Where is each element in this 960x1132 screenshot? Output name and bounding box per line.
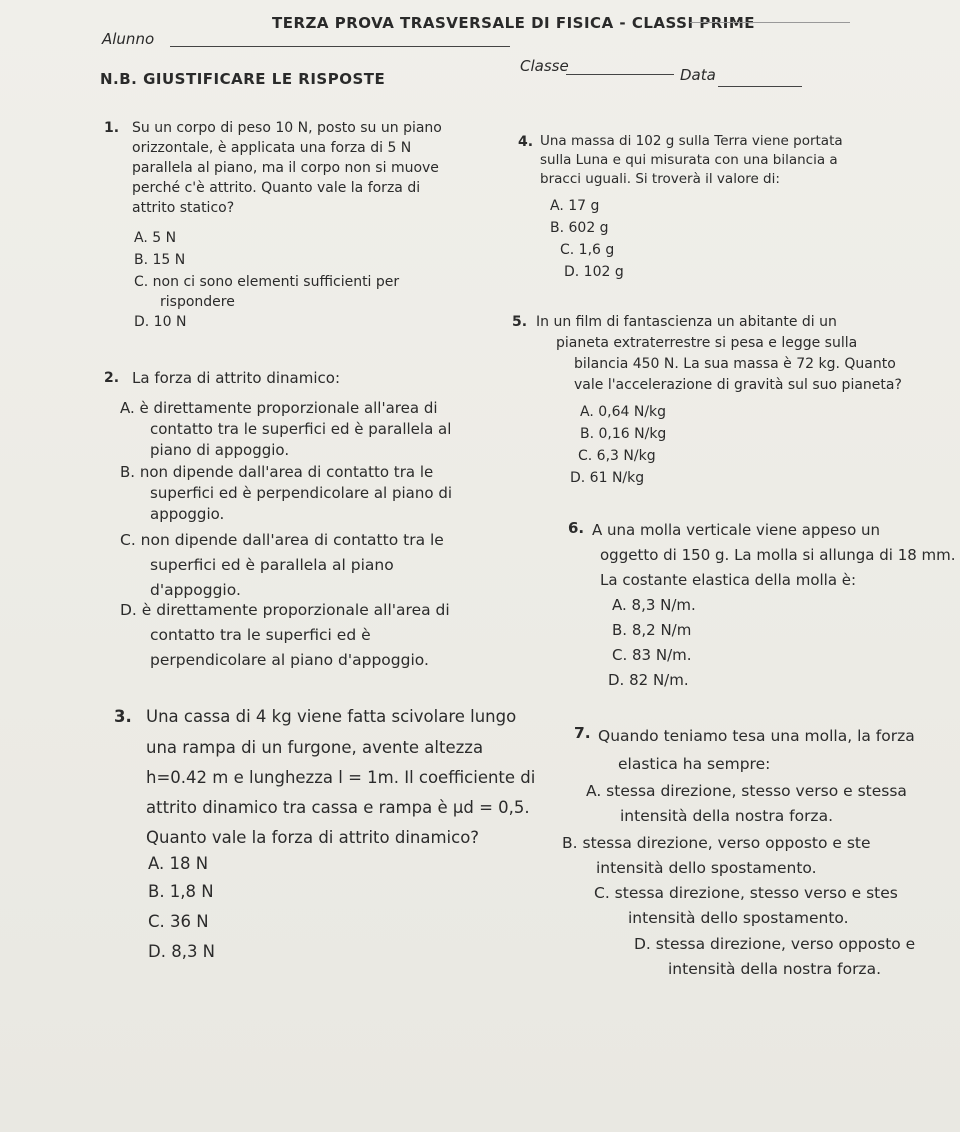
text-line: bracci uguali. Si troverà il valore di: (540, 171, 780, 187)
text-line: A una molla verticale viene appeso un (592, 521, 881, 539)
question-number: 3. (114, 707, 132, 726)
text-line: Una massa di 102 g sulla Terra viene portata (540, 133, 843, 149)
text-line: elastica ha sempre: (618, 755, 771, 773)
question-6 (568, 518, 584, 538)
text-line: parallela al piano, ma il corpo non si muove (132, 160, 439, 176)
question-7 (574, 723, 591, 743)
q1-option-c-cont: rispondere (160, 294, 235, 310)
question-number: 1. (104, 120, 120, 136)
alunno-label: Alunno (102, 30, 155, 48)
text-line: intensità della nostra forza. (620, 807, 833, 825)
classe-field[interactable] (566, 74, 674, 75)
question-3 (114, 704, 132, 730)
text-line: C. stessa direzione, stesso verso e stes (594, 884, 898, 902)
question-number: 4. (518, 134, 534, 150)
text-line: Su un corpo di peso 10 N, posto su un piano (132, 120, 442, 136)
text-line: In un film di fantascienza un abitante di un (536, 314, 837, 330)
question-number: 6. (568, 519, 585, 537)
exam-title: TERZA PROVA TRASVERSALE DI FISICA - CLASSI PRIME (272, 14, 756, 32)
data-field[interactable] (718, 86, 802, 87)
question-4-text (540, 132, 843, 189)
question-6-text-a (592, 518, 880, 542)
q6-option-d[interactable]: D. 82 N/m. (608, 671, 689, 689)
text-line: contatto tra le superfici ed è (150, 626, 371, 644)
q3-option-c[interactable]: C. 36 N (148, 912, 209, 931)
q1-option-d[interactable]: D. 10 N (134, 314, 187, 330)
text-line: B. non dipende dall'area di contatto tra le (120, 463, 434, 481)
q6-option-c[interactable]: C. 83 N/m. (612, 646, 692, 664)
text-line: C. non dipende dall'area di contatto tra le (120, 531, 444, 549)
text-line: attrito dinamico tra cassa e rampa è µd = 0,5. (146, 798, 530, 817)
question-4 (518, 132, 533, 152)
alunno-field[interactable] (170, 46, 510, 47)
text-line: contatto tra le superfici ed è parallela al (150, 420, 452, 438)
question-5-text-a (536, 312, 837, 333)
q2-option-b[interactable] (120, 462, 530, 525)
text-line: bilancia 450 N. La sua massa è 72 kg. Quanto (574, 356, 896, 372)
text-line: superfici ed è parallela al piano (150, 556, 394, 574)
q1-option-a[interactable]: A. 5 N (134, 230, 177, 246)
question-7-text-b (618, 751, 770, 777)
q6-option-a[interactable]: A. 8,3 N/m. (612, 596, 696, 614)
q7-option-d[interactable] (634, 932, 915, 982)
q1-option-c[interactable]: C. non ci sono elementi sufficienti per (134, 274, 400, 290)
q2-option-d[interactable] (120, 598, 540, 673)
classe-label: Classe (520, 57, 569, 75)
q3-option-a[interactable]: A. 18 N (148, 854, 209, 873)
text-line: B. stessa direzione, verso opposto e ste (562, 834, 871, 852)
data-label: Data (680, 66, 716, 84)
text-line: D. è direttamente proporzionale all'area di (120, 601, 450, 619)
q5-option-c[interactable]: C. 6,3 N/kg (578, 448, 656, 464)
text-line: perché c'è attrito. Quanto vale la forza di (132, 180, 421, 196)
text-line: D. stessa direzione, verso opposto e (634, 935, 916, 953)
q5-option-b[interactable]: B. 0,16 N/kg (580, 426, 667, 442)
question-5-text-b (556, 333, 857, 354)
question-6-text-b (600, 543, 956, 593)
text-line: intensità dello spostamento. (596, 859, 817, 877)
q7-option-c[interactable] (594, 881, 898, 931)
question-1-text (132, 118, 442, 218)
text-line: oggetto di 150 g. La molla si allunga di 18 mm. (600, 546, 956, 564)
text-line: Quanto vale la forza di attrito dinamico? (146, 828, 480, 847)
text-line: una rampa di un furgone, avente altezza (146, 738, 484, 757)
text-line: La costante elastica della molla è: (600, 571, 857, 589)
text-line: h=0.42 m e lunghezza l = 1m. Il coefficiente di (146, 768, 536, 787)
q5-option-d[interactable]: D. 61 N/kg (570, 470, 645, 486)
question-number: 5. (512, 314, 528, 330)
text-line: appoggio. (150, 505, 225, 523)
text-line: superfici ed è perpendicolare al piano di (150, 484, 453, 502)
text-line: perpendicolare al piano d'appoggio. (150, 651, 429, 669)
title-rule (690, 22, 850, 23)
q4-option-a[interactable]: A. 17 g (550, 198, 600, 214)
q4-option-d[interactable]: D. 102 g (564, 264, 624, 280)
text-line: orizzontale, è applicata una forza di 5 N (132, 140, 412, 156)
question-3-text-start (146, 704, 516, 730)
q4-option-c[interactable]: C. 1,6 g (560, 242, 615, 258)
text-line: pianeta extraterrestre si pesa e legge sulla (556, 335, 858, 351)
question-number: 7. (574, 724, 591, 742)
question-3-text (146, 733, 535, 853)
text-line: attrito statico? (132, 200, 235, 216)
nb-note: N.B. GIUSTIFICARE LE RISPOSTE (100, 70, 386, 88)
text-line: A. stessa direzione, stesso verso e stessa (586, 782, 907, 800)
q1-option-b[interactable]: B. 15 N (134, 252, 186, 268)
q7-option-a[interactable] (586, 779, 907, 829)
q3-option-d[interactable]: D. 8,3 N (148, 942, 216, 961)
q2-option-c[interactable] (120, 528, 530, 603)
q2-option-a[interactable] (120, 398, 530, 461)
text-line: vale l'accelerazione di gravità sul suo pianeta? (574, 377, 902, 393)
question-number: 2. (104, 370, 120, 386)
text-line: d'appoggio. (150, 581, 241, 599)
q4-option-b[interactable]: B. 602 g (550, 220, 609, 236)
text-line: piano di appoggio. (150, 441, 290, 459)
text-line: Quando teniamo tesa una molla, la forza (598, 727, 915, 745)
text-line: intensità della nostra forza. (668, 960, 881, 978)
q7-option-b[interactable] (562, 831, 871, 881)
text-line: Una cassa di 4 kg viene fatta scivolare lungo (146, 707, 517, 726)
question-2-text: La forza di attrito dinamico: (132, 369, 340, 387)
question-5 (512, 312, 527, 332)
text-line: sulla Luna e qui misurata con una bilancia a (540, 152, 838, 168)
q6-option-b[interactable]: B. 8,2 N/m (612, 621, 692, 639)
question-2 (104, 368, 119, 388)
question-1 (104, 118, 119, 138)
question-7-text-a (598, 723, 915, 749)
q3-option-b[interactable]: B. 1,8 N (148, 882, 214, 901)
text-line: A. è direttamente proporzionale all'area di (120, 399, 438, 417)
question-5-text-c (574, 354, 902, 396)
text-line: intensità dello spostamento. (628, 909, 849, 927)
q5-option-a[interactable]: A. 0,64 N/kg (580, 404, 667, 420)
